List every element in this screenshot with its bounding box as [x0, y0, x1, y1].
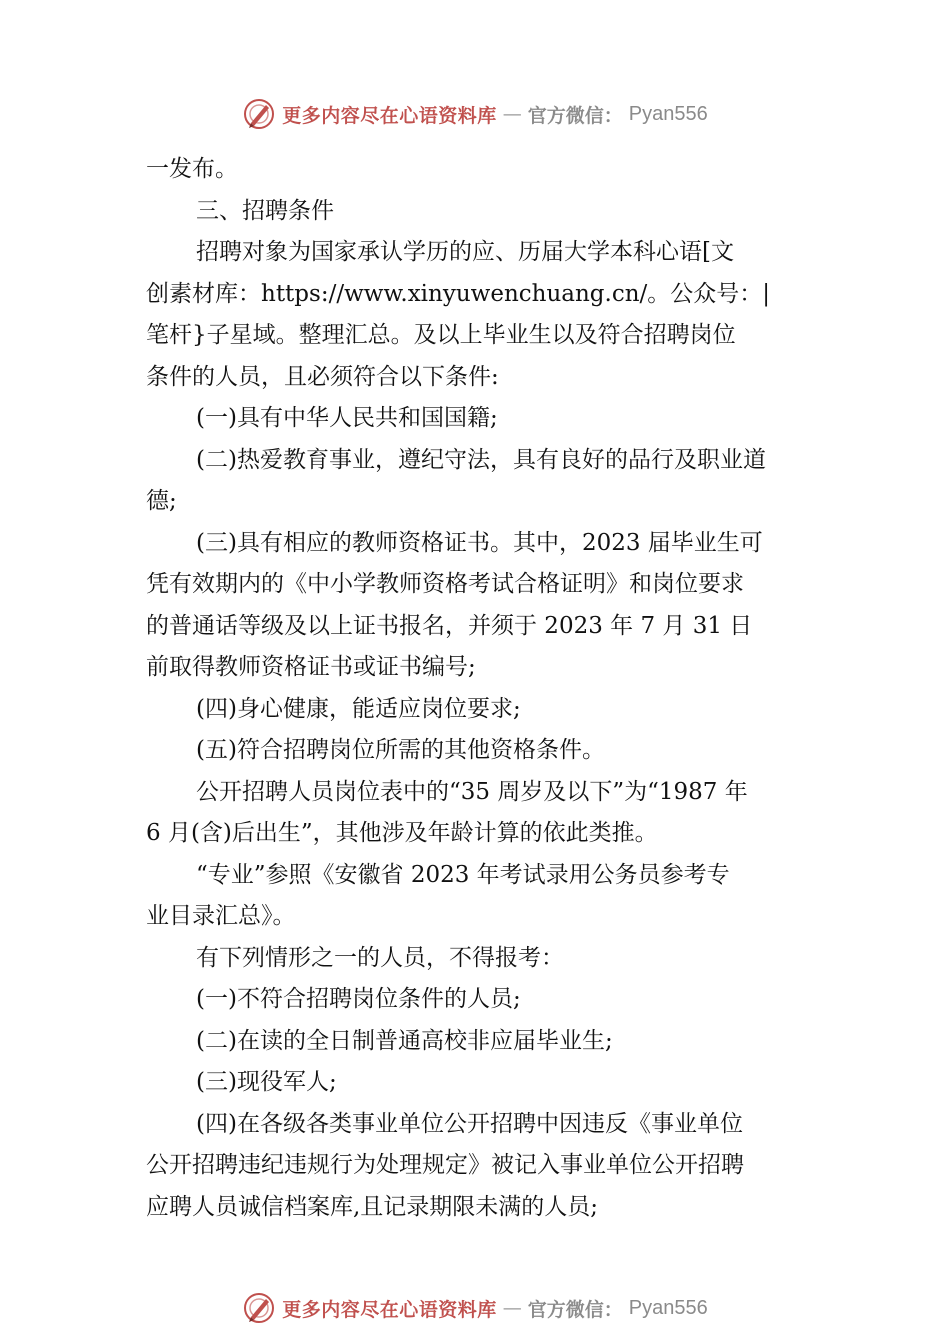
watermark-wechat-label: 官方微信：: [527, 104, 623, 127]
footer-watermark: [0, 1288, 950, 1328]
text-line: 有下列情形之一的人员，不得报考：: [196, 944, 564, 971]
list-item: (一)具有中华人民共和国国籍;: [196, 405, 498, 431]
watermark-wechat-id: Pyan556: [628, 1296, 708, 1319]
list-item: (三)现役军人;: [196, 1069, 337, 1095]
list-item: (二)热爱教育事业，遵纪守法，具有良好的品行及职业道: [196, 446, 766, 473]
list-item: (四)身心健康，能适应岗位要求;: [196, 695, 521, 722]
text-line: 德;: [146, 488, 177, 514]
text-line: 前取得教师资格证书或证书编号;: [146, 654, 476, 680]
text-line: 应聘人员诚信档案库,且记录期限未满的人员;: [146, 1193, 599, 1220]
text-line: 笔杆}子星域。整理汇总。及以上毕业生以及符合招聘岗位: [146, 322, 736, 348]
text-line: 凭有效期内的《中小学教师资格考试合格证明》和岗位要求: [146, 571, 744, 597]
list-item: (二)在读的全日制普通高校非应届毕业生;: [196, 1027, 613, 1054]
section-heading: 三、招聘条件: [196, 197, 334, 224]
pen-logo-icon: [242, 1291, 276, 1325]
text-line: 条件的人员，且必须符合以下条件:: [146, 363, 499, 390]
watermark-wechat-id: Pyan556: [628, 102, 708, 125]
document-body: [146, 149, 836, 1228]
watermark-dash: —: [502, 103, 522, 125]
list-item: (三)具有相应的教师资格证书。其中，2023 届毕业生可: [196, 529, 763, 556]
text-line: 一发布。: [146, 156, 238, 182]
text-line: 的普通话等级及以上证书报名，并须于 2023 年 7 月 31 日: [146, 612, 753, 639]
watermark-dash: —: [502, 1297, 522, 1319]
watermark-text: 更多内容尽在心语资料库: [282, 104, 497, 127]
text-line: 公开招聘人员岗位表中的“35 周岁及以下”为“1987 年: [196, 778, 748, 805]
text-line: “专业”参照《安徽省 2023 年考试录用公务员参考专: [196, 861, 730, 888]
list-item: (一)不符合招聘岗位条件的人员;: [196, 986, 521, 1012]
text-line: 公开招聘违纪违规行为处理规定》被记入事业单位公开招聘: [146, 1152, 744, 1178]
text-line: 6 月(含)后出生”，其他涉及年龄计算的依此类推。: [146, 820, 658, 846]
text-line: 招聘对象为国家承认学历的应、历届大学本科心语[文: [196, 239, 734, 265]
text-line: 业目录汇总》。: [146, 903, 296, 929]
pen-logo-icon: [242, 97, 276, 131]
watermark-text: 更多内容尽在心语资料库: [282, 1298, 497, 1321]
header-watermark: [0, 94, 950, 134]
list-item: (五)符合招聘岗位所需的其他资格条件。: [196, 737, 605, 763]
text-line: 创素材库：https://www.xinyuwenchuang.cn/。公众号：|: [146, 280, 771, 307]
watermark-wechat-label: 官方微信：: [527, 1298, 623, 1321]
list-item: (四)在各级各类事业单位公开招聘中因违反《事业单位: [196, 1110, 743, 1137]
